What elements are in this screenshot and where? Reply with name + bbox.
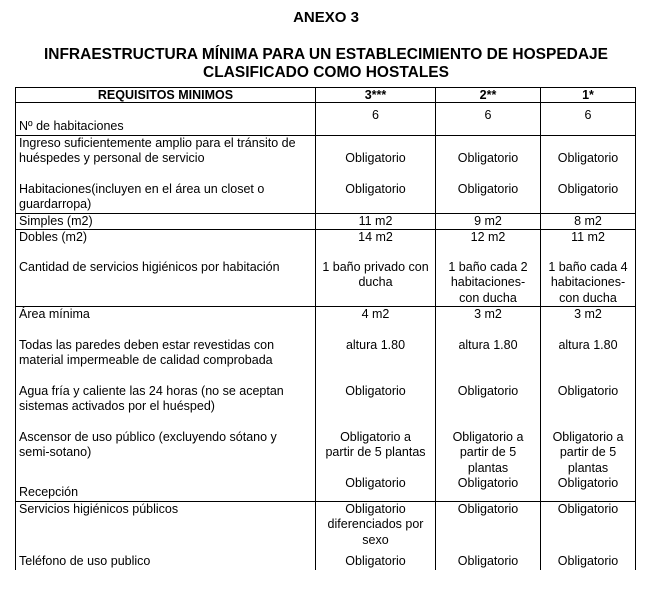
row-habitaciones <box>16 103 636 136</box>
page-title <box>0 46 652 82</box>
row-recepcion <box>16 476 636 501</box>
cell-1-line-1: 1 baño cada 4 <box>548 259 628 274</box>
row-label-line-1: Agua fría y caliente las 24 horas (no se aceptan <box>19 383 284 398</box>
cell-3: altura 1.80 <box>345 337 406 352</box>
cell-1: Obligatorio <box>557 554 619 568</box>
row-telefono <box>16 548 636 570</box>
row-label-line-2: material impermeable de calidad comprobada <box>19 353 273 367</box>
cell-2: Obligatorio <box>457 554 519 568</box>
cell-1: Obligatorio <box>557 383 619 398</box>
row-dobles <box>16 230 636 246</box>
cell-2-line-2: habitaciones- <box>450 275 526 289</box>
row-label: Cantidad de servicios higiénicos por habitación <box>19 259 280 274</box>
requirements-table <box>15 87 636 570</box>
row-label-line-2: guardarropa) <box>19 197 92 211</box>
header-1-star: 1* <box>541 88 636 103</box>
row-closet <box>16 167 636 214</box>
cell-2: 3 m2 <box>436 307 541 323</box>
row-area-minima <box>16 307 636 323</box>
cell-3-line-2: ducha <box>358 275 393 289</box>
cell-3: Obligatorio <box>345 181 406 196</box>
cell-3-line-2: partir de 5 plantas <box>325 445 426 459</box>
cell-2: altura 1.80 <box>458 337 518 352</box>
title-line-1: INFRAESTRUCTURA MÍNIMA PARA UN ESTABLECIMIENTO DE HOSPEDAJE <box>43 46 609 63</box>
cell-1: Obligatorio <box>557 150 619 165</box>
cell-2: 6 <box>436 103 541 136</box>
row-label: Dobles (m2) <box>16 230 316 246</box>
cell-3: Obligatorio <box>345 150 406 165</box>
cell-3: Obligatorio <box>345 383 406 398</box>
row-label: Teléfono de uso publico <box>19 554 151 568</box>
row-ascensor <box>16 415 636 477</box>
row-label: Área mínima <box>16 307 316 323</box>
cell-3: 6 <box>316 103 436 136</box>
row-label-line-2: semi-sotano) <box>19 445 92 459</box>
cell-2-line-1: 1 baño cada 2 <box>448 259 528 274</box>
cell-2: 12 m2 <box>436 230 541 246</box>
row-label-line-1: Todas las paredes deben estar revestidas con <box>19 337 275 352</box>
cell-3-line-2: diferenciados por <box>327 517 424 531</box>
row-agua <box>16 369 636 415</box>
cell-3-line-1: Obligatorio a <box>340 429 411 444</box>
cell-1: Obligatorio <box>557 181 619 196</box>
row-label-line-2: sistemas activados por el huésped) <box>19 399 215 413</box>
cell-2: Obligatorio <box>457 150 519 165</box>
cell-2: Obligatorio <box>457 383 519 398</box>
header-2-stars: 2** <box>436 88 541 103</box>
row-label-line-1: Ingreso suficientemente amplio para el tránsito de <box>19 135 296 150</box>
row-label: Servicios higiénicos públicos <box>16 501 316 548</box>
cell-3-line-3: sexo <box>362 532 389 547</box>
row-label: Nº de habitaciones <box>19 119 124 133</box>
cell-3-line-1: Obligatorio <box>345 501 406 516</box>
cell-2-line-3: con ducha <box>459 290 517 305</box>
cell-1-line-2: partir de 5 <box>559 445 617 459</box>
row-label-line-1: Ascensor de uso público (excluyendo sótano y <box>19 429 277 444</box>
header-row <box>16 88 636 103</box>
cell-1: 11 m2 <box>541 230 636 246</box>
cell-2: Obligatorio <box>457 476 519 490</box>
cell-3: 11 m2 <box>316 213 436 230</box>
cell-2-line-2: partir de 5 <box>459 445 517 459</box>
row-servicios-publicos <box>16 501 636 548</box>
header-3-stars: 3*** <box>316 88 436 103</box>
cell-3: Obligatorio <box>345 476 406 490</box>
row-paredes <box>16 323 636 369</box>
cell-2: Obligatorio <box>436 501 541 548</box>
cell-2: Obligatorio <box>457 181 519 196</box>
header-requirements: REQUISITOS MINIMOS <box>16 88 316 103</box>
cell-1-line-3: con ducha <box>559 290 617 305</box>
cell-1-line-2: habitaciones- <box>550 275 626 289</box>
cell-1-line-3: plantas <box>567 460 609 475</box>
cell-1-line-1: Obligatorio a <box>552 429 624 444</box>
row-simples <box>16 213 636 230</box>
annex-label: ANEXO 3 <box>293 9 359 26</box>
cell-1: 3 m2 <box>541 307 636 323</box>
row-label-line-1: Habitaciones(incluyen en el área un closet o <box>19 181 265 196</box>
row-label-line-2: huéspedes y personal de servicio <box>19 151 205 165</box>
cell-3: 14 m2 <box>316 230 436 246</box>
cell-1: altura 1.80 <box>558 337 618 352</box>
cell-1: 6 <box>541 103 636 136</box>
row-label: Simples (m2) <box>16 213 316 230</box>
cell-1: Obligatorio <box>557 476 619 490</box>
title-line-2: CLASIFICADO COMO HOSTALES <box>203 64 449 81</box>
cell-2-line-3: plantas <box>467 460 509 475</box>
cell-3-line-1: 1 baño privado con <box>322 259 429 274</box>
cell-2: 9 m2 <box>436 213 541 230</box>
row-ingreso <box>16 135 636 167</box>
cell-2-line-1: Obligatorio a <box>452 429 524 444</box>
row-servicios <box>16 246 636 307</box>
row-label: Recepción <box>19 485 79 499</box>
cell-3: Obligatorio <box>345 554 406 568</box>
cell-1: 8 m2 <box>541 213 636 230</box>
cell-1: Obligatorio <box>541 501 636 548</box>
cell-3: 4 m2 <box>316 307 436 323</box>
